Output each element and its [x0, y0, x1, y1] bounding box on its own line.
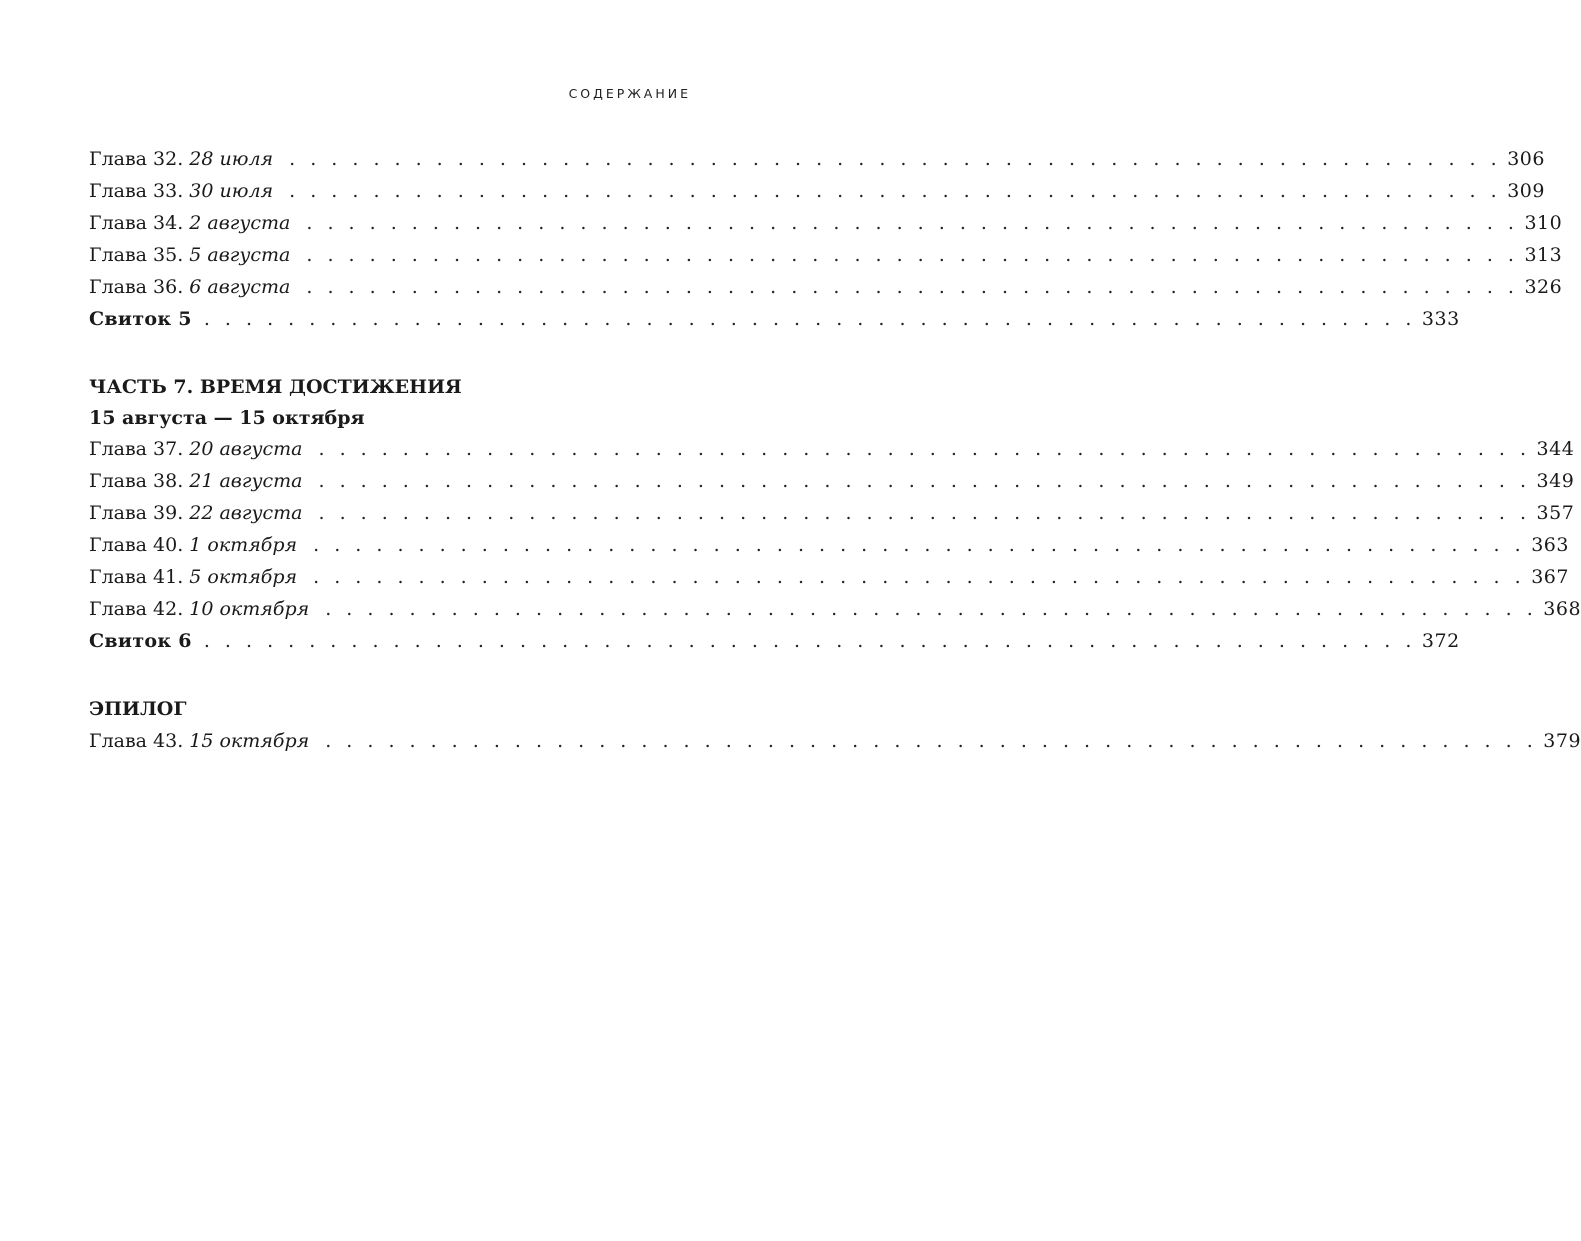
page-number: 310: [1524, 212, 1563, 234]
toc-entry-chapter-40[interactable]: [89, 529, 1569, 561]
chapter-date: 10 октября: [189, 598, 310, 620]
chapter-date: 15 октября: [189, 730, 310, 752]
toc-entry-chapter-34[interactable]: [89, 207, 1563, 239]
page-number: 309: [1507, 180, 1545, 202]
chapter-label: Глава 33.: [89, 180, 184, 202]
chapter-date: 20 августа: [189, 438, 303, 460]
toc-entry-chapter-37[interactable]: [89, 433, 1575, 465]
toc-entry-chapter-43[interactable]: [89, 725, 1581, 757]
chapter-label: Глава 32.: [89, 148, 184, 170]
chapter-label: Глава 40.: [89, 534, 184, 556]
chapter-label: Глава 38.: [89, 470, 184, 492]
page-number: 326: [1524, 276, 1563, 298]
chapter-date: 5 октября: [189, 566, 298, 588]
toc-entry-scroll-6[interactable]: [89, 625, 1460, 657]
chapter-label: Глава 36.: [89, 276, 184, 298]
dot-leader: . . . . . . . . . . . . . . . . . . . . . . . . . . . . . . . . . . . . . . . . . . . . . . . . . . . . . . . . . .: [318, 438, 1531, 460]
chapter-date: 21 августа: [189, 470, 303, 492]
dot-leader: . . . . . . . . . . . . . . . . . . . . . . . . . . . . . . . . . . . . . . . . . . . . . . . . . . . . . . . . . .: [306, 276, 1519, 298]
toc-entry-chapter-38[interactable]: [89, 465, 1575, 497]
dot-leader: . . . . . . . . . . . . . . . . . . . . . . . . . . . . . . . . . . . . . . . . . . . . . . . . . . . . . . . . . .: [203, 630, 1416, 652]
chapter-label: Глава 43.: [89, 730, 184, 752]
dot-leader: . . . . . . . . . . . . . . . . . . . . . . . . . . . . . . . . . . . . . . . . . . . . . . . . . . . . . . . . . .: [289, 180, 1502, 202]
chapter-date: 22 августа: [189, 502, 303, 524]
epilogue-title[interactable]: ЭПИЛОГ: [89, 698, 187, 720]
chapter-label: Глава 37.: [89, 438, 184, 460]
chapter-label: Глава 34.: [89, 212, 184, 234]
toc-entry-chapter-41[interactable]: [89, 561, 1569, 593]
page-number: 357: [1536, 502, 1575, 524]
toc-entry-chapter-36[interactable]: [89, 271, 1563, 303]
table-of-contents: [89, 143, 1581, 757]
page-number: 379: [1543, 730, 1581, 752]
dot-leader: . . . . . . . . . . . . . . . . . . . . . . . . . . . . . . . . . . . . . . . . . . . . . . . . . . . . . . . . . .: [313, 534, 1526, 556]
toc-entry-chapter-33[interactable]: [89, 175, 1545, 207]
toc-entry-chapter-39[interactable]: [89, 497, 1575, 529]
part-7-dates: 15 августа — 15 октября: [89, 407, 365, 429]
chapter-date: 1 октября: [189, 534, 298, 556]
section-spacer: [89, 657, 691, 693]
running-head: СОДЕРЖАНИЕ: [568, 86, 691, 101]
dot-leader: . . . . . . . . . . . . . . . . . . . . . . . . . . . . . . . . . . . . . . . . . . . . . . . . . . . . . . . . . .: [325, 598, 1538, 620]
toc-entry-chapter-32[interactable]: [89, 143, 1545, 175]
dot-leader: . . . . . . . . . . . . . . . . . . . . . . . . . . . . . . . . . . . . . . . . . . . . . . . . . . . . . . . . . .: [203, 308, 1416, 330]
page-number: 313: [1524, 244, 1563, 266]
dot-leader: . . . . . . . . . . . . . . . . . . . . . . . . . . . . . . . . . . . . . . . . . . . . . . . . . . . . . . . . . .: [306, 212, 1519, 234]
dot-leader: . . . . . . . . . . . . . . . . . . . . . . . . . . . . . . . . . . . . . . . . . . . . . . . . . . . . . . . . . .: [306, 244, 1519, 266]
scroll-label: Свиток 6: [89, 630, 192, 652]
toc-entry-scroll-5[interactable]: [89, 303, 1460, 335]
chapter-label: Глава 35.: [89, 244, 184, 266]
chapter-label: Глава 39.: [89, 502, 184, 524]
dot-leader: . . . . . . . . . . . . . . . . . . . . . . . . . . . . . . . . . . . . . . . . . . . . . . . . . . . . . . . . . .: [318, 470, 1531, 492]
chapter-label: Глава 42.: [89, 598, 184, 620]
dot-leader: . . . . . . . . . . . . . . . . . . . . . . . . . . . . . . . . . . . . . . . . . . . . . . . . . . . . . . . . . .: [325, 730, 1538, 752]
page-number: 368: [1543, 598, 1581, 620]
toc-entry-chapter-42[interactable]: [89, 593, 1581, 625]
chapter-label: Глава 41.: [89, 566, 184, 588]
scroll-label: Свиток 5: [89, 308, 192, 330]
chapter-date: 2 августа: [189, 212, 291, 234]
section-spacer: [89, 335, 691, 371]
chapter-date: 30 июля: [189, 180, 274, 202]
part-7-title[interactable]: ЧАСТЬ 7. ВРЕМЯ ДОСТИЖЕНИЯ: [89, 376, 462, 398]
page-number: 306: [1507, 148, 1545, 170]
chapter-date: 6 августа: [189, 276, 291, 298]
page-number: 372: [1421, 630, 1460, 652]
page-number: 344: [1536, 438, 1575, 460]
dot-leader: . . . . . . . . . . . . . . . . . . . . . . . . . . . . . . . . . . . . . . . . . . . . . . . . . . . . . . . . . .: [313, 566, 1526, 588]
page-number: 367: [1531, 566, 1569, 588]
page-number: 333: [1421, 308, 1460, 330]
dot-leader: . . . . . . . . . . . . . . . . . . . . . . . . . . . . . . . . . . . . . . . . . . . . . . . . . . . . . . . . . .: [289, 148, 1502, 170]
chapter-date: 28 июля: [189, 148, 274, 170]
chapter-date: 5 августа: [189, 244, 291, 266]
page-number: 363: [1531, 534, 1569, 556]
page-number: 349: [1536, 470, 1575, 492]
dot-leader: . . . . . . . . . . . . . . . . . . . . . . . . . . . . . . . . . . . . . . . . . . . . . . . . . . . . . . . . . .: [318, 502, 1531, 524]
toc-entry-chapter-35[interactable]: [89, 239, 1563, 271]
